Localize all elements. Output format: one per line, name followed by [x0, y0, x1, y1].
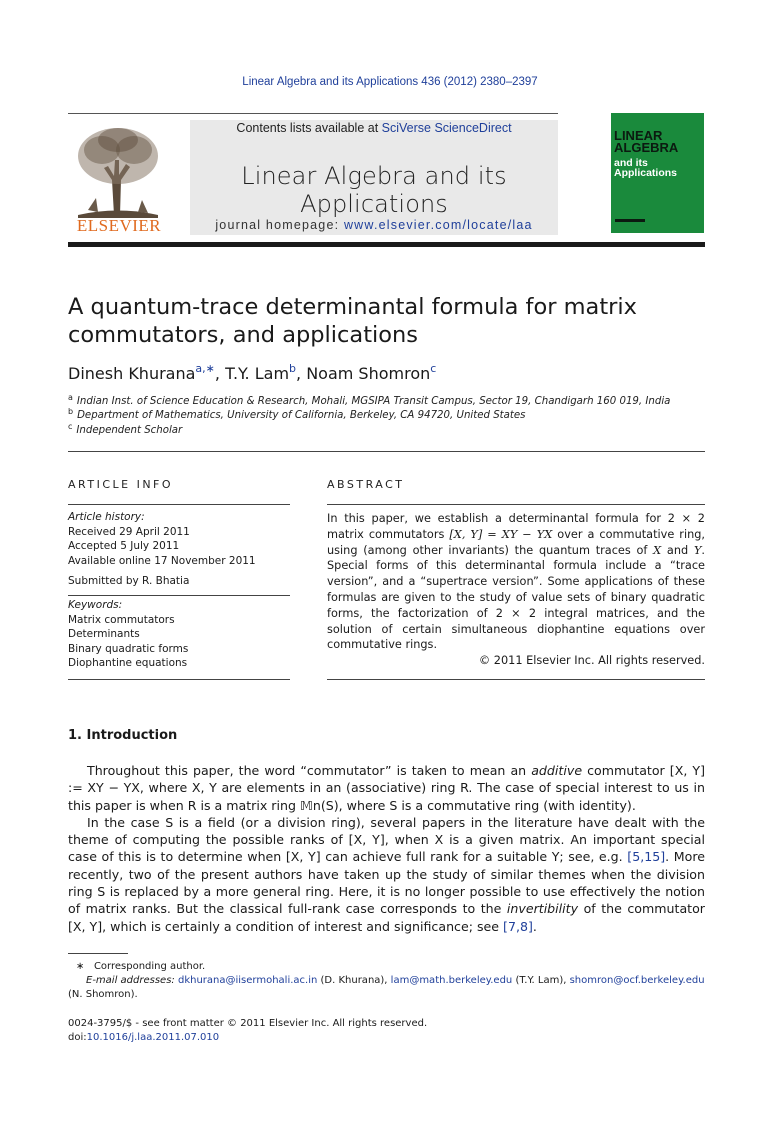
- divider: [327, 504, 705, 505]
- citation-link[interactable]: [5,15]: [627, 849, 666, 865]
- email-link[interactable]: shomron@ocf.berkeley.edu: [569, 975, 705, 986]
- issn-line: 0024-3795/$ - see front matter © 2011 Elsevier Inc. All rights reserved.: [68, 1018, 428, 1029]
- keywords: Keywords: Matrix commutators Determinants Binary quadratic forms Diophantine equations: [68, 598, 290, 671]
- header-top-rule: [68, 113, 558, 114]
- abstract-body: In this paper, we establish a determinantal formula for 2 × 2 matrix commutators [X, Y] = XY − YX over a commutative ring, using (among other invariants) the quantum traces of X and Y. Special forms of this determinantal formula include a “trace version”, and a “supertrace version”. Some applications of these formulas are given to the study of value sets of binary quadratic forms, the factorization of 2 × 2 integral matrices, and the solution of certain simultaneous diophantine equations over commutative rings. © 2011 Elsevier Inc. All rights reserved.: [327, 512, 705, 668]
- cover-subtitle: and its Applications: [614, 157, 678, 179]
- header-rule: [68, 242, 705, 247]
- author-mark[interactable]: b: [289, 362, 297, 375]
- keyword: Determinants: [68, 628, 140, 640]
- elsevier-wordmark: ELSEVIER: [76, 216, 162, 235]
- intro-body: [68, 762, 705, 935]
- email-link[interactable]: lam@math.berkeley.edu: [390, 975, 513, 986]
- divider: [68, 679, 290, 680]
- journal-homepage: journal homepage: www.elsevier.com/locate/laa: [215, 218, 533, 232]
- keyword: Matrix commutators: [68, 613, 175, 626]
- author-name: Noam Shomron: [306, 364, 431, 383]
- sciencedirect-link[interactable]: SciVerse ScienceDirect: [381, 121, 512, 135]
- author-mark[interactable]: a,∗: [195, 362, 215, 375]
- paper-title: A quantum-trace determinantal formula for matrix commutators, and applications: [68, 294, 637, 348]
- section-heading: 1. Introduction: [68, 728, 178, 743]
- affiliation: $^b$ Department of Mathematics, University of California, Berkeley, CA 94720, United States: [68, 407, 526, 421]
- contents-line: Contents lists available at SciVerse ScienceDirect: [236, 121, 512, 135]
- author-list: Dinesh Khurana$^{a,∗}$, T.Y. Lam$^b$, Noam Shomron$^c$: [68, 362, 437, 383]
- author-name: T.Y. Lam: [225, 364, 290, 383]
- keyword: Diophantine equations: [68, 657, 188, 669]
- divider: [68, 595, 290, 596]
- paragraph: In the case S is a field (or a division ring), several papers in the literature have dealt with the theme of computing the possible ranks of [X, Y], when X is a given matrix. An important special case of this is to determine when [X, Y] can achieve full rank for a suitable Y; see, e.g. [5,15]. More recently, two of the present authors have taken up the study of similar themes when the division ring S is replaced by a more general ring. Here, it is no longer possible to use effectively the notion of matrix ranks. But the classical full-rank case corresponds to the invertibility of the commutator [X, Y], which is certainly a condition of interest and significance; see [7,8].: [68, 814, 705, 934]
- abstract-heading: ABSTRACT: [327, 478, 405, 491]
- keyword: Binary quadratic forms: [68, 642, 189, 655]
- article-history: Article history: Received 29 April 2011 Accepted 5 July 2011 Available online 17 November 2011 Submitted by R. Bhatia: [68, 511, 256, 587]
- cover-stripe: [615, 219, 645, 222]
- divider: [327, 679, 705, 680]
- cover-title: LINEAR ALGEBRA: [614, 128, 679, 155]
- email-link[interactable]: dkhurana@iisermohali.ac.in: [177, 975, 318, 986]
- author-name: Dinesh Khurana: [68, 364, 196, 383]
- journal-reference[interactable]: Linear Algebra and its Applications 436 (2012) 2380–2397: [242, 76, 538, 88]
- footnote-rule: [68, 953, 128, 954]
- journal-title: Linear Algebra and its Applications: [241, 162, 507, 218]
- divider: [68, 451, 705, 452]
- homepage-link[interactable]: www.elsevier.com/locate/laa: [343, 218, 533, 232]
- article-info-heading: ARTICLE INFO: [68, 478, 174, 491]
- doi-link[interactable]: 10.1016/j.laa.2011.07.010: [86, 1032, 220, 1043]
- affiliation: $^a$ Indian Inst. of Science Education & Research, Mohali, MGSIPA Transit Campus, Sector 19, Chandigarh 160 019, India: [68, 393, 671, 407]
- paragraph: Throughout this paper, the word “commutator” is taken to mean an additive commutator [X, Y] := XY − YX, where X, Y are elements in an (associative) ring R. The case of special interest to us in this paper is when R is a matrix ring 𝕄n(S), where S is a commutative ring (with identity).: [68, 763, 705, 813]
- affiliation: $^c$ Independent Scholar: [68, 422, 183, 436]
- doi-line: doi:10.1016/j.laa.2011.07.010: [68, 1032, 220, 1043]
- divider: [68, 504, 290, 505]
- author-mark[interactable]: c: [430, 362, 437, 375]
- footnotes: ∗ Corresponding author. E-mail addresses: dkhurana@iisermohali.ac.in (D. Khurana), lam@math.berkeley.edu (T.Y. Lam), shomron@ocf.berkeley.edu (N. Shomron).: [68, 961, 705, 1000]
- abstract-copyright: © 2011 Elsevier Inc. All rights reserved.: [478, 654, 705, 668]
- citation-link[interactable]: [7,8]: [503, 918, 533, 934]
